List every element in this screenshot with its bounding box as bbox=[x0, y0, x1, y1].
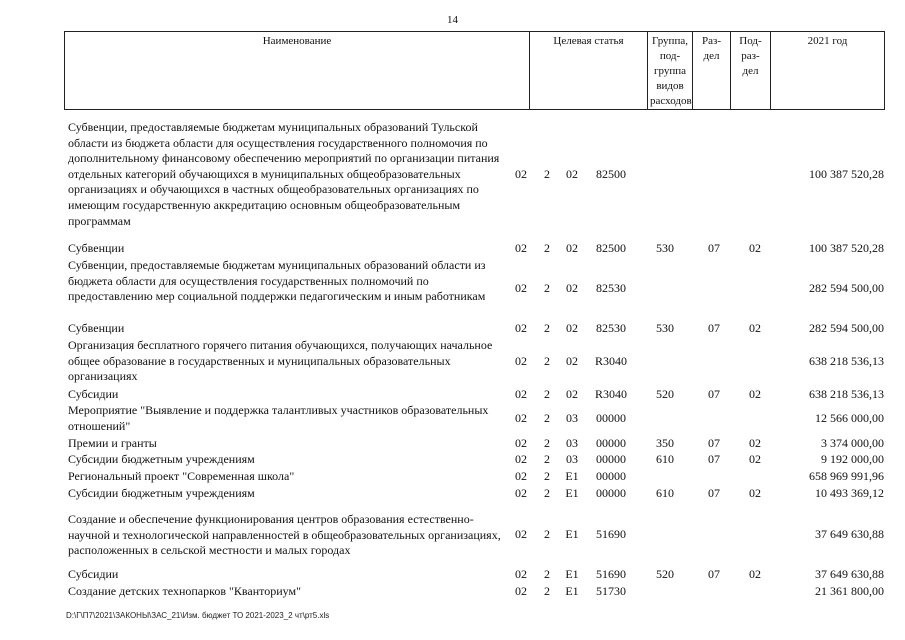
target-subprogram: 2 bbox=[544, 452, 550, 466]
amount-2021: 282 594 500,00 bbox=[809, 281, 884, 295]
row-name: Премии и гранты bbox=[68, 436, 157, 450]
file-path-footer: D:\Г\П7\2021\ЗАКОНЫ\ЗАС_21\Изм. бюджет ТО 2021-2023_2 чт\рт5.xls bbox=[66, 611, 330, 620]
amount-2021: 638 218 536,13 bbox=[809, 354, 884, 368]
target-event: 02 bbox=[566, 167, 578, 181]
target-program: 02 bbox=[515, 527, 527, 541]
amount-2021: 282 594 500,00 bbox=[809, 321, 884, 335]
target-direction: 51690 bbox=[596, 567, 626, 581]
amount-2021: 9 192 000,00 bbox=[821, 452, 884, 466]
target-event: 03 bbox=[566, 452, 578, 466]
target-subprogram: 2 bbox=[544, 281, 550, 295]
target-event: 02 bbox=[566, 354, 578, 368]
target-direction: 51730 bbox=[596, 584, 626, 598]
target-event: E1 bbox=[565, 584, 579, 598]
target-direction: 82500 bbox=[596, 241, 626, 255]
row-name: Субвенции, предоставляемые бюджетам муниципальных образований Тульской области из бюджета области для осуществления государственного полномочия по дополнительному финансовому обеспечению мероприятий по организации питания отдельных категорий обучающихся в муниципальных общеобразовательных организациях и обучающихся в частных общеобразовательных организациях по имеющим государственную аккредитацию основным общеобразовательным программам bbox=[68, 120, 500, 228]
target-subprogram: 2 bbox=[544, 436, 550, 450]
expense-group: 610 bbox=[656, 452, 674, 466]
page-number: 14 bbox=[447, 14, 458, 26]
amount-2021: 100 387 520,28 bbox=[809, 167, 884, 181]
row-name: Субвенции bbox=[68, 241, 125, 255]
target-program: 02 bbox=[515, 452, 527, 466]
subsection: 02 bbox=[749, 436, 761, 450]
target-direction: R3040 bbox=[594, 354, 627, 368]
target-event: E1 bbox=[565, 486, 579, 500]
expense-group: 530 bbox=[656, 241, 674, 255]
target-event: 03 bbox=[566, 411, 578, 425]
target-subprogram: 2 bbox=[544, 486, 550, 500]
expense-group: 520 bbox=[656, 567, 674, 581]
header-subsection: Под- раз- дел bbox=[730, 32, 770, 109]
target-program: 02 bbox=[515, 584, 527, 598]
row-name: Субсидии бюджетным учреждениям bbox=[68, 452, 255, 466]
target-direction: 51690 bbox=[596, 527, 626, 541]
target-event: 03 bbox=[566, 436, 578, 450]
target-program: 02 bbox=[515, 469, 527, 483]
target-event: E1 bbox=[565, 567, 579, 581]
amount-2021: 21 361 800,00 bbox=[815, 584, 884, 598]
amount-2021: 100 387 520,28 bbox=[809, 241, 884, 255]
target-subprogram: 2 bbox=[544, 527, 550, 541]
target-subprogram: 2 bbox=[544, 411, 550, 425]
target-program: 02 bbox=[515, 167, 527, 181]
target-subprogram: 2 bbox=[544, 567, 550, 581]
header-name: Наименование bbox=[262, 35, 332, 47]
target-event: E1 bbox=[565, 469, 579, 483]
target-subprogram: 2 bbox=[544, 354, 550, 368]
subsection: 02 bbox=[749, 321, 761, 335]
section: 07 bbox=[708, 321, 720, 335]
target-direction: 00000 bbox=[596, 411, 626, 425]
expense-group: 350 bbox=[656, 436, 674, 450]
target-event: 02 bbox=[566, 281, 578, 295]
section: 07 bbox=[708, 486, 720, 500]
target-subprogram: 2 bbox=[544, 584, 550, 598]
section: 07 bbox=[708, 452, 720, 466]
header-expense-group: Группа, под- группа видов расходов bbox=[647, 32, 692, 109]
target-subprogram: 2 bbox=[544, 167, 550, 181]
target-direction: 00000 bbox=[596, 469, 626, 483]
amount-2021: 37 649 630,88 bbox=[815, 567, 884, 581]
target-direction: R3040 bbox=[594, 387, 627, 401]
row-name: Субсидии bbox=[68, 567, 119, 581]
target-program: 02 bbox=[515, 411, 527, 425]
target-direction: 00000 bbox=[596, 436, 626, 450]
amount-2021: 658 969 991,96 bbox=[809, 469, 884, 483]
target-direction: 82530 bbox=[596, 281, 626, 295]
header-target-article: Целевая статья bbox=[529, 32, 647, 109]
target-direction: 82500 bbox=[596, 167, 626, 181]
target-program: 02 bbox=[515, 281, 527, 295]
section: 07 bbox=[708, 241, 720, 255]
section: 07 bbox=[708, 436, 720, 450]
target-program: 02 bbox=[515, 567, 527, 581]
target-event: 02 bbox=[566, 387, 578, 401]
target-program: 02 bbox=[515, 387, 527, 401]
row-name: Субсидии bbox=[68, 387, 119, 401]
target-event: 02 bbox=[566, 321, 578, 335]
subsection: 02 bbox=[749, 452, 761, 466]
row-name: Региональный проект "Современная школа" bbox=[68, 469, 295, 483]
subsection: 02 bbox=[749, 387, 761, 401]
expense-group: 610 bbox=[656, 486, 674, 500]
target-event: E1 bbox=[565, 527, 579, 541]
amount-2021: 3 374 000,00 bbox=[821, 436, 884, 450]
row-name: Организация бесплатного горячего питания обучающихся, получающих начальное общее образование в государственных и муниципальных образовательных организациях bbox=[68, 338, 493, 384]
header-year: 2021 год bbox=[770, 32, 884, 109]
subsection: 02 bbox=[749, 567, 761, 581]
amount-2021: 638 218 536,13 bbox=[809, 387, 884, 401]
target-subprogram: 2 bbox=[544, 321, 550, 335]
target-program: 02 bbox=[515, 354, 527, 368]
expense-group: 520 bbox=[656, 387, 674, 401]
amount-2021: 37 649 630,88 bbox=[815, 527, 884, 541]
row-name: Создание и обеспечение функционирования центров образования естественно-научной и технологической направленностей в общеобразовательных организациях, расположенных в сельской местности и малых городах bbox=[68, 512, 501, 558]
target-subprogram: 2 bbox=[544, 387, 550, 401]
target-event: 02 bbox=[566, 241, 578, 255]
target-subprogram: 2 bbox=[544, 241, 550, 255]
target-direction: 00000 bbox=[596, 486, 626, 500]
target-subprogram: 2 bbox=[544, 469, 550, 483]
row-name: Субвенции, предоставляемые бюджетам муниципальных образований области из бюджета области для осуществления государственных полномочий по предоставлению мер социальной поддержки педагогическим и иным работникам bbox=[68, 258, 486, 304]
section: 07 bbox=[708, 387, 720, 401]
row-name: Мероприятие "Выявление и поддержка талантливых участников образовательных отношений" bbox=[68, 403, 489, 433]
row-name: Создание детских технопарков "Кванториум" bbox=[68, 584, 301, 598]
target-program: 02 bbox=[515, 486, 527, 500]
section: 07 bbox=[708, 567, 720, 581]
target-program: 02 bbox=[515, 436, 527, 450]
amount-2021: 10 493 369,12 bbox=[815, 486, 884, 500]
expense-group: 530 bbox=[656, 321, 674, 335]
row-name: Субсидии бюджетным учреждениям bbox=[68, 486, 255, 500]
subsection: 02 bbox=[749, 486, 761, 500]
row-name: Субвенции bbox=[68, 321, 125, 335]
header-section: Раз- дел bbox=[692, 32, 730, 109]
amount-2021: 12 566 000,00 bbox=[815, 411, 884, 425]
target-direction: 00000 bbox=[596, 452, 626, 466]
target-program: 02 bbox=[515, 321, 527, 335]
subsection: 02 bbox=[749, 241, 761, 255]
target-direction: 82530 bbox=[596, 321, 626, 335]
target-program: 02 bbox=[515, 241, 527, 255]
